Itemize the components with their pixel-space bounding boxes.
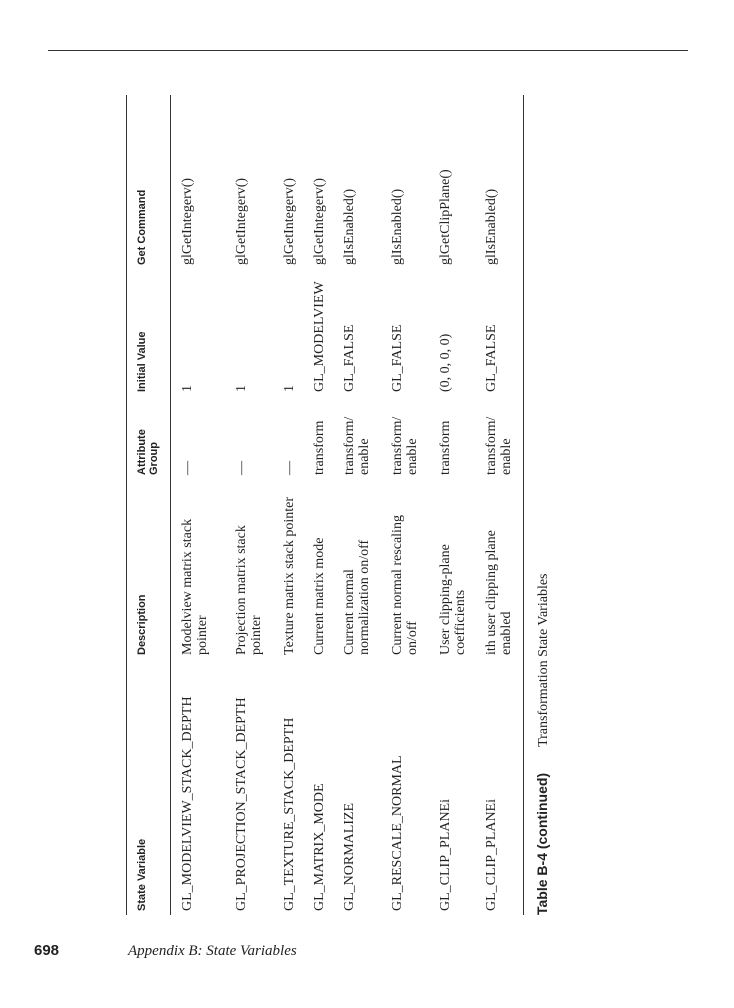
cell-get-command: glGetIntegerv()	[282, 177, 297, 265]
cell-get-command: glIsEnabled()	[390, 188, 405, 265]
cell-state-variable: GL_NORMALIZE	[342, 802, 357, 911]
table-caption	[534, 574, 552, 916]
cell-state-variable: GL_RESCALE_NORMAL	[390, 755, 405, 911]
rotated-table	[126, 95, 551, 915]
table-bottom-rule	[523, 95, 524, 915]
cell-initial-value: 1	[234, 385, 249, 392]
cell-initial-value: GL_MODELVIEW	[312, 281, 327, 392]
cell-description: User clipping-plane coefficients	[438, 544, 468, 655]
cell-attribute-group: transform/ enable	[390, 416, 420, 475]
header-state-variable: State Variable	[136, 838, 148, 911]
cell-description: ith user clipping plane enabled	[484, 530, 514, 655]
header-get-command: Get Command	[136, 189, 148, 265]
cell-initial-value: (0, 0, 0, 0)	[438, 333, 453, 392]
cell-description: Modelview matrix stack pointer	[180, 518, 210, 655]
running-head: Appendix B: State Variables	[128, 943, 297, 959]
cell-get-command: glGetIntegerv()	[180, 177, 195, 265]
cell-get-command: glIsEnabled()	[342, 188, 357, 265]
cell-attribute-group: —	[282, 461, 297, 475]
header-initial-value: Initial Value	[136, 331, 148, 392]
table-header-rule	[170, 95, 171, 915]
cell-attribute-group: —	[180, 461, 195, 475]
cell-description: Current normal rescaling on/off	[390, 515, 420, 655]
top-rule	[48, 50, 688, 51]
cell-attribute-group: transform/ enable	[342, 416, 372, 475]
page-number: 698	[34, 942, 60, 959]
cell-description: Projection matrix stack pointer	[234, 525, 264, 655]
cell-get-command: glGetIntegerv()	[312, 177, 327, 265]
table-top-rule	[126, 95, 127, 915]
cell-attribute-group: transform/ enable	[484, 416, 514, 475]
cell-initial-value: 1	[180, 385, 195, 392]
cell-get-command: glIsEnabled()	[484, 188, 499, 265]
cell-attribute-group: —	[234, 461, 249, 475]
cell-get-command: glGetIntegerv()	[234, 177, 249, 265]
cell-state-variable: GL_PROJECTION_STACK_DEPTH	[234, 697, 249, 911]
cell-state-variable: GL_TEXTURE_STACK_DEPTH	[282, 717, 297, 911]
cell-initial-value: 1	[282, 385, 297, 392]
cell-state-variable: GL_CLIP_PLANEi	[438, 799, 453, 911]
caption-title: Transformation State Variables	[536, 573, 551, 747]
cell-initial-value: GL_FALSE	[390, 324, 405, 392]
header-attribute-group: Attribute Group	[136, 429, 160, 475]
cell-initial-value: GL_FALSE	[484, 324, 499, 392]
cell-state-variable: GL_MODELVIEW_STACK_DEPTH	[180, 696, 195, 911]
cell-description: Current matrix mode	[312, 537, 327, 655]
cell-attribute-group: transform	[312, 420, 327, 475]
cell-initial-value: GL_FALSE	[342, 324, 357, 392]
cell-state-variable: GL_MATRIX_MODE	[312, 783, 327, 911]
cell-description: Current normal normalization on/off	[342, 539, 372, 655]
caption-label: Table B-4 (continued)	[534, 772, 550, 915]
cell-state-variable: GL_CLIP_PLANEi	[484, 799, 499, 911]
cell-attribute-group: transform	[438, 420, 453, 475]
header-description: Description	[136, 594, 148, 655]
cell-description: Texture matrix stack pointer	[282, 496, 297, 655]
cell-get-command: glGetClipPlane()	[438, 169, 453, 265]
